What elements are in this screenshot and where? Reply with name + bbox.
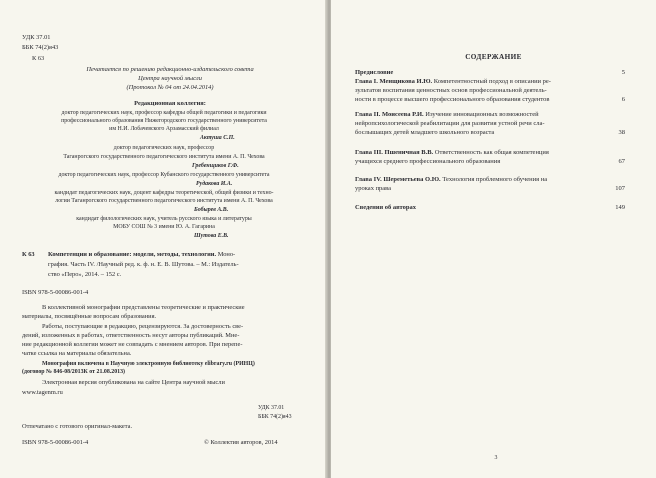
right-page	[331, 0, 656, 478]
toc-chapter-4-author: Глава IV. Шереметьева О.Ю.	[355, 176, 441, 183]
toc-chapter-3-author: Глава III. Пшеничная В.В.	[355, 149, 434, 156]
board-member-1-line-2: профессионального образования Нижегородского государственного университета	[61, 118, 267, 124]
toc-chapter-3-line-2: учащихся среднего профессионального образования	[355, 158, 501, 165]
bib-code: К 63	[22, 251, 35, 258]
toc-chapter-1-line-3: ности в процессе высшего профессионального образования студентов	[355, 96, 550, 103]
bib-line-2: ство «Перо», 2014. – 152 с.	[48, 271, 122, 278]
board-member-3-line-1: доктор педагогических наук, профессор Кубанского государственного университета	[58, 172, 270, 178]
page-number: 3	[494, 455, 498, 461]
isbn: ISBN 978-5-00086-001-4	[22, 289, 89, 296]
board-member-5-name: Шутова Е.В.	[194, 233, 229, 239]
toc-page-chapter-3: 67	[618, 158, 625, 165]
toc-page-chapter-4: 107	[615, 185, 625, 192]
toc-chapter-4-line-2: уроках права	[355, 185, 392, 192]
board-member-5-line-1: кандидат филологических наук, учитель русского языка и литературы	[76, 216, 252, 222]
abstract-line-1: В коллективной монографии представлены теоретические и практические	[42, 304, 245, 311]
board-member-1-line-3: им Н.И. Лобачевского Арзамасский филиал	[109, 126, 219, 132]
electronic-line-2: www.tagenm.ru	[22, 389, 63, 396]
board-member-2-line-1: доктор педагогических наук, профессор	[113, 145, 215, 151]
bib-title-tail: Моно-	[216, 251, 236, 258]
copyright: © Коллектив авторов, 2014	[204, 439, 278, 446]
toc-page-chapter-1: 6	[621, 96, 625, 103]
toc-entry-preface: Предисловие	[355, 69, 394, 76]
original-layout-note: Отпечатано с готового оригинал-макета.	[22, 423, 133, 430]
board-member-4-name: Бобырев А.В.	[194, 207, 229, 213]
board-title: Редакционная коллегия:	[134, 100, 206, 107]
toc-entry-chapter-3	[355, 150, 549, 157]
toc-entry-chapter-4	[355, 177, 547, 184]
abstract-line-3: Работы, поступающие в редакцию, рецензируются. За достоверность све-	[42, 323, 244, 330]
author-mark: К 63	[32, 55, 45, 62]
board-member-2-line-2: Таганрогского государственного педагогического института имени А. П. Чехова	[63, 154, 265, 160]
toc-entry-authors: Сведения об авторах	[355, 204, 417, 211]
abstract-line-6: чатке ссылка на материалы обязательна.	[22, 350, 132, 357]
board-member-4-line-1: кандидат педагогических наук, доцент кафедры теоретической, общей физики и техно-	[54, 190, 274, 196]
toc-chapter-2-title: Изучение инновационных возможностей	[423, 111, 539, 118]
toc-page-chapter-2: 38	[618, 129, 625, 136]
toc-entry-chapter-2	[355, 112, 539, 119]
toc-chapter-1-title: Компетентностный подход в описании ре-	[432, 78, 551, 85]
approval-line-2: Центра научной мысли	[138, 75, 202, 82]
udk-code: УДК 37.01	[22, 34, 51, 41]
bib-line-1: графия. Часть IV. /Научный ред. к. ф. н. Е. В. Шутова. – М.: Издатель-	[48, 261, 239, 268]
electronic-line-1: Электронная версия опубликована на сайте Центра научной мысли	[42, 379, 225, 386]
abstract-line-5: ние редакционной коллегии может не совпадать с мнением авторов. При перепе-	[22, 341, 243, 348]
toc-chapter-2-author: Глава II. Моисеева Р.И.	[355, 111, 424, 118]
abstract-line-4: дений, изложенных в работах, ответственность несут авторы публикаций. Мне-	[22, 332, 240, 339]
approval-line-1: Печатается по решению редакционно-издательского совета	[86, 66, 254, 73]
isbn-bottom: ISBN 978-5-00086-001-4	[22, 439, 89, 446]
approval-line-3: (Протокол № 04 от 24.04.2014)	[126, 84, 214, 91]
toc-entry-chapter-1	[355, 79, 551, 86]
toc-page-preface: 5	[621, 69, 625, 76]
rinc-line-2: (договор № 846-08/2013К от 21.08.2013)	[22, 369, 125, 375]
board-member-1-line-1: доктор педагогических наук, профессор кафедры общей педагогики и педагогики	[61, 110, 267, 116]
toc-title: СОДЕРЖАНИЕ	[465, 53, 522, 61]
abstract-line-2: материалы, посвящённые вопросам образования.	[22, 313, 157, 320]
udk-bottom: УДК 37.01	[258, 405, 285, 411]
board-member-4-line-2: логии Таганрогского государственного педагогического института имени А. П. Чехова	[55, 198, 273, 204]
board-member-1-name: Актуша С.П.	[200, 135, 235, 141]
bib-title	[48, 252, 235, 258]
bib-title-bold: Компетенции и образование: модели, методы, технологии.	[48, 251, 217, 258]
toc-page-authors: 149	[615, 204, 625, 211]
left-page	[0, 0, 327, 478]
board-member-5-line-2: МОБУ СОШ № 3 имени Ю. А. Гагарина	[113, 224, 215, 230]
board-member-2-name: Гребенщиков Г.Ф.	[192, 163, 239, 169]
toc-chapter-2-line-3: бослышащих детей младшего школьного возраста	[355, 129, 495, 136]
rinc-line-1: Монография включена в Научную электронную библиотеку elibrary.ru (РИНЦ)	[42, 361, 255, 367]
toc-chapter-4-title: Технология проблемного обучения на	[440, 176, 548, 183]
toc-chapter-3-title: Ответственность как общая компетенция	[433, 149, 549, 156]
bbk-code: ББК 74(2)я43	[22, 44, 59, 51]
board-member-3-name: Рудакова И.А.	[196, 181, 233, 187]
bbk-bottom: ББК 74(2)я43	[258, 414, 292, 420]
toc-chapter-2-line-2: нейропсихологической реабилитации для развития устной речи сла-	[355, 120, 545, 127]
toc-chapter-1-author: Глава I. Менщикова И.Ю.	[355, 78, 433, 85]
toc-chapter-1-line-2: зультатов воспитания ценностных основ профессиональной деятель-	[355, 87, 547, 94]
